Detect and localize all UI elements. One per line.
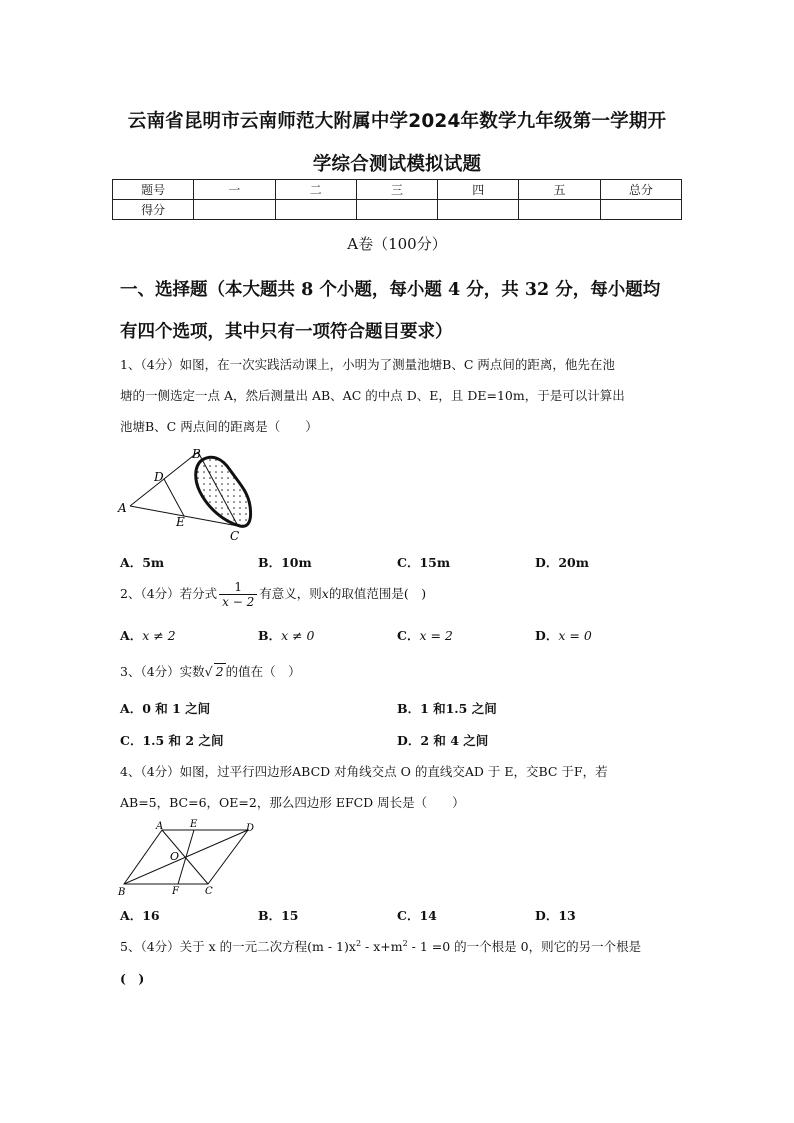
part1-heading-line-1: 一、选择题（本大题共 8 个小题，每小题 4 分，共 32 分，每小题均	[120, 280, 661, 300]
part1-heading-line-2: 有四个选项，其中只有一项符合题目要求）	[120, 322, 453, 342]
q3-text	[120, 662, 301, 680]
q2-variable: x	[321, 586, 329, 601]
score-table-empty-cell	[519, 200, 600, 220]
q1-option-d: D．20m	[535, 555, 589, 570]
q2-option-d-letter: D．	[535, 628, 559, 643]
q5-text-line-2: ( )	[120, 971, 145, 986]
q3-option-b: B．1 和1.5 之间	[397, 701, 497, 716]
q2-fraction	[219, 580, 257, 609]
score-table-empty-cell	[194, 200, 275, 220]
point-label-b: B	[192, 447, 201, 461]
point-label-f: F	[172, 886, 179, 897]
score-table-cell: 得分	[113, 200, 194, 220]
q2-option-a-math: x ≠ 2	[142, 628, 176, 643]
score-table-empty-cell	[275, 200, 356, 220]
score-table-score-row	[113, 200, 682, 220]
document-title-line-1: 云南省昆明市云南师范大附属中学2024年数学九年级第一学期开	[127, 111, 667, 132]
score-table-empty-cell	[600, 200, 681, 220]
point-label-d: D	[154, 470, 164, 484]
score-table-header-row	[113, 180, 682, 200]
q5-exponent-2: 2	[402, 938, 408, 948]
point-label-c: C	[205, 886, 213, 897]
q2-option-c-math: x = 2	[419, 628, 453, 643]
q3-option-a: A．0 和 1 之间	[120, 701, 211, 716]
q3-option-d: D．2 和 4 之间	[397, 733, 489, 748]
q2-fraction-denominator: x − 2	[222, 595, 255, 609]
point-label-c: C	[230, 529, 240, 543]
q2-option-d	[535, 626, 592, 644]
score-table-cell: 一	[194, 180, 275, 200]
document-title-line-2: 学综合测试模拟试题	[312, 154, 482, 175]
q5-text-line-1	[120, 937, 641, 955]
segment-de	[164, 479, 184, 516]
q3-option-c: C．1.5 和 2 之间	[120, 733, 224, 748]
q4-parallelogram-figure	[112, 818, 262, 898]
q2-prefix: 2、（4分）若分式	[120, 586, 218, 601]
q4-option-c: C．14	[397, 908, 437, 923]
q1-option-b: B．10m	[258, 555, 312, 570]
q3-suffix: 的值在（ ）	[225, 664, 301, 679]
q1-pond-figure	[112, 446, 272, 544]
q5-text-part-b: - x+m	[361, 939, 403, 954]
score-table	[112, 179, 682, 220]
q2-option-b-letter: B．	[258, 628, 282, 643]
q2-option-c-letter: C．	[397, 628, 420, 643]
q1-text-line-3: 池塘B、C 两点间的距离是（ ）	[120, 419, 318, 434]
q2-option-a	[120, 626, 176, 644]
section-a-heading: A卷（100分）	[347, 235, 447, 253]
point-label-e: E	[190, 819, 198, 830]
score-table-cell: 题号	[113, 180, 194, 200]
q2-text	[120, 580, 426, 609]
q4-text-line-2: AB=5，BC=6，OE=2，那么四边形 EFCD 周长是（ ）	[120, 795, 465, 810]
q2-option-b	[258, 626, 315, 644]
point-label-e: E	[176, 515, 185, 529]
q3-radicand: 2	[215, 664, 224, 679]
score-table-cell: 三	[356, 180, 437, 200]
point-label-a: A	[118, 501, 127, 515]
q3-prefix: 3、（4分）实数	[120, 664, 205, 679]
q5-exponent-1: 2	[355, 938, 362, 948]
point-label-d: D	[246, 823, 255, 834]
score-table-cell: 二	[275, 180, 356, 200]
q1-text-line-2: 塘的一侧选定一点 A，然后测量出 AB、AC 的中点 D、E，且 DE=10m，于是可以计算出	[120, 388, 625, 403]
sqrt-icon: √	[204, 664, 213, 679]
q2-option-b-math: x ≠ 0	[281, 628, 315, 643]
q2-suffix: 有意义，则	[259, 586, 322, 601]
q4-text-line-1: 4、（4分）如图，过平行四边形ABCD 对角线交点 O 的直线交AD 于 E，交BC 于F，若	[120, 764, 608, 779]
score-table-empty-cell	[438, 200, 519, 220]
score-table-cell: 总分	[600, 180, 681, 200]
q5-text-part-a: 5、（4分）关于 x 的一元二次方程(m - 1)x	[120, 939, 356, 954]
q4-option-d: D．13	[535, 908, 576, 923]
q2-option-c	[397, 626, 453, 644]
score-table-cell: 五	[519, 180, 600, 200]
q1-option-c: C．15m	[397, 555, 451, 570]
q2-option-d-math: x = 0	[558, 628, 592, 643]
segment-ef	[178, 830, 194, 884]
q1-option-a: A．5m	[120, 555, 165, 570]
point-label-o: O	[170, 850, 180, 863]
q2-suffix-2: 的取值范围是( )	[328, 586, 427, 601]
q2-option-a-letter: A．	[120, 628, 143, 643]
score-table-cell: 四	[438, 180, 519, 200]
point-label-a: A	[156, 821, 164, 832]
score-table-empty-cell	[356, 200, 437, 220]
point-label-b: B	[118, 887, 126, 898]
q5-text-part-c: - 1 =0 的一个根是 0，则它的另一个根是	[407, 939, 642, 954]
q4-option-b: B．15	[258, 908, 299, 923]
q4-option-a: A．16	[120, 908, 160, 923]
q1-text-line-1: 1、（4分）如图，在一次实践活动课上，小明为了测量池塘B、C 两点间的距离，他先在池	[120, 357, 615, 372]
q2-fraction-numerator: 1	[219, 580, 257, 595]
pond-shape	[196, 457, 251, 526]
